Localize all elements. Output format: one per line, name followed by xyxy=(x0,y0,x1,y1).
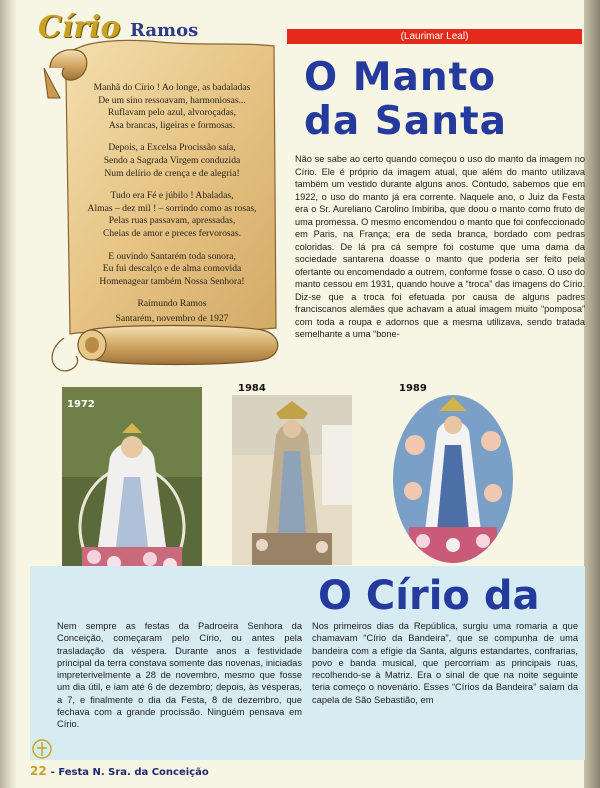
photo-1989 xyxy=(393,395,513,563)
article-title-line2: da Santa xyxy=(304,99,507,144)
logo-text-secondary: Ramos xyxy=(130,20,199,41)
statue-photo-1989 xyxy=(393,395,513,563)
photo-year-1984: 1984 xyxy=(238,383,266,394)
publication-name: - Festa N. Sra. da Conceição xyxy=(50,767,209,778)
poem-line: Num delírio de crença e de alegria! xyxy=(104,167,240,179)
poem-line: Asa brancas, ligeiras e formosas. xyxy=(108,119,236,131)
poem-line: De um sino ressoavam, harmoniosas... xyxy=(98,94,246,106)
page-footer xyxy=(30,764,209,778)
poem xyxy=(62,82,282,326)
poem-line: Depois, a Excelsa Procissão saía, xyxy=(108,142,236,154)
photo-year-1972: 1972 xyxy=(67,399,95,410)
statue-photo-1984 xyxy=(232,395,352,565)
poem-line: E ouvindo Santarém toda sonora, xyxy=(108,250,236,262)
poem-line: Cheias de amor e preces fervorosas. xyxy=(103,227,241,239)
article-title-line1: O Manto xyxy=(304,55,497,100)
poem-line: Eu fui descalço e de alma comovida xyxy=(102,263,242,275)
section-right-column: Nos primeiros dias da República, surgiu uma romaria a que chamavam “Círio da Bandeira”, que se compunha de uma bandeira com a efígie da Santa, alguns estandartes, confrarias, povo e banda musical, que percorriam as principais ruas, recolhendo-se à Matriz. Era o sinal de que na noite seguinte teria começo o novenário. Esses “Círios da Bandeira” saíam da capela de São Sebastião, em xyxy=(312,621,578,705)
logo-text: Círio xyxy=(38,10,121,45)
page-number: 22 xyxy=(30,764,47,778)
adjacent-page-edge xyxy=(584,0,600,788)
photo-1984 xyxy=(232,395,352,565)
poem-stanza-1 xyxy=(62,82,282,132)
poem-place-date: Santarém, novembro de 1927 xyxy=(115,312,229,324)
poem-author: Raimundo Ramos xyxy=(137,298,207,310)
statue-photo-1972 xyxy=(62,387,202,587)
author-credit-bar: (Laurimar Leal) xyxy=(287,29,582,44)
poem-stanza-2 xyxy=(62,142,282,180)
poem-line: Sendo a Sagrada Virgem conduzida xyxy=(103,154,241,166)
footer-emblem-icon xyxy=(31,738,53,760)
article-body: Não se sabe ao certo quando começou o uso do manto da imagem no Círio. Ele é próprio da imagem atual, que além do manto utilizava também um vestido durante alguns anos. Contudo, sabemos que em 1922, o uso do manto já era corrente. Naquele ano, o Juiz da Festa era o Sr. Aureliano Carolino Imbiriba, que doou o manto como fruto de uma promessa. O mesmo encomendou o manto que foi confeccionado em Paris, na França; era de seda branca, bordado com pedras coloridas. De lá pra cá sempre foi costume que uma dama da sociedade santarena doasse o manto que poderia ser feito pela ofertante ou encomendado a outrem, conforme fosse o caso. O uso do manto cessou em 1931, quando houve a “troca” das imagens do Círio. Diz-se que a troca foi efetuada por causa de alguns padres franciscanos alemães que achavam a atual imagem muito “pomposa” com toda a roupa e adornos que a mesma utilizava, sendo tratada semelhante a uma “bone- xyxy=(295,154,585,339)
poem-line: Homenagear também Nossa Senhora! xyxy=(99,275,245,287)
poem-stanza-3 xyxy=(62,190,282,240)
poem-line: Pelas ruas passavam, apressadas, xyxy=(108,215,236,227)
poem-stanza-4 xyxy=(62,251,282,289)
photo-1972 xyxy=(62,387,202,587)
poem-line: Almas – dez mil ! – sorrindo como as rosas, xyxy=(87,202,257,214)
poem-line: Tudo era Fé e júbilo ! Abaladas, xyxy=(110,190,234,202)
poem-line: Ruflavam pelo azul, alvoroçadas, xyxy=(107,107,237,119)
page-binding-edge xyxy=(0,0,16,788)
section-left-column: Nem sempre as festas da Padroeira Senhora da Conceição, começaram pelo Círio, ou antes pela trasladação da véspera. Durante anos a festividade principal da terra constava somente das novenas, iniciadas impreterivelmente a 28 de novembro, mesmo que fosse um dia útil, e iam até 6 de dezembro; depois, às vésperas, a 7, e finalmente o dia da Festa, 8 de dezembro, que fechava com a grande procissão. Ninguém pensava em Círio. xyxy=(57,621,302,730)
section-title: O Círio da xyxy=(318,573,540,619)
poem-line: Manhã do Círio ! Ao longe, as badaladas xyxy=(93,82,251,93)
photo-year-1989: 1989 xyxy=(399,383,427,394)
